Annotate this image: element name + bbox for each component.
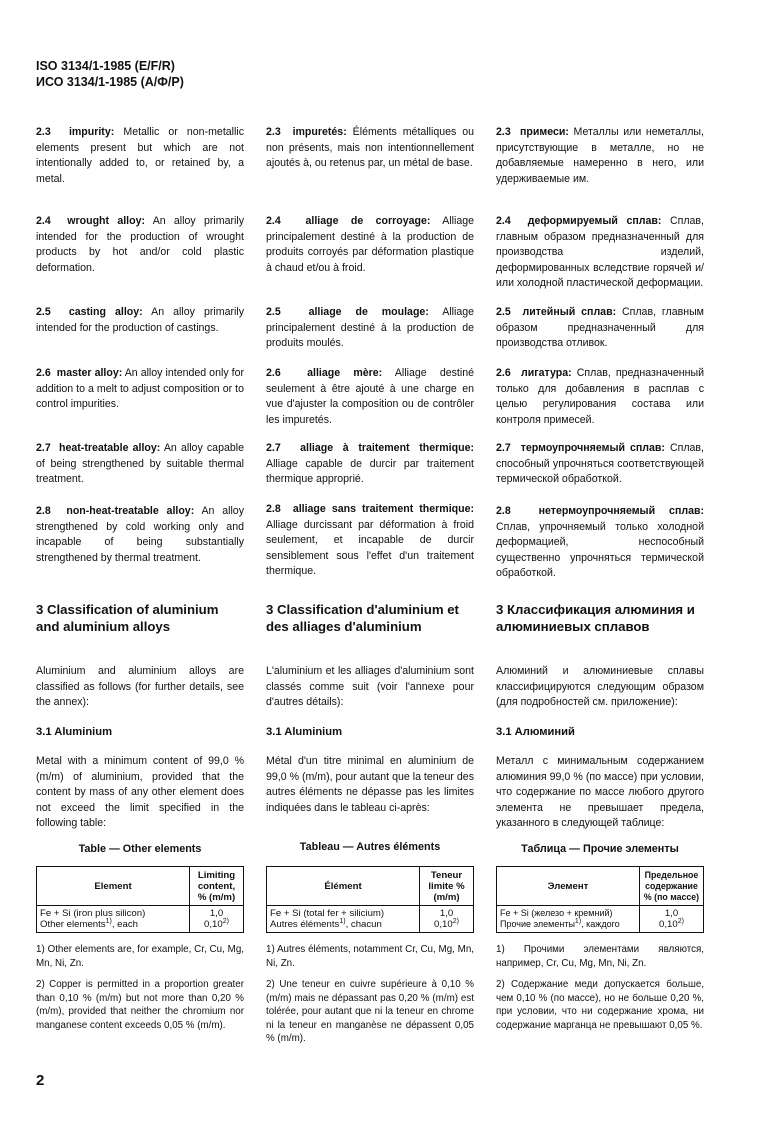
definition-term: alliage de moulage: xyxy=(308,306,429,318)
table-header-row xyxy=(37,867,244,906)
definition-text: An alloy capable of being strengthened by suitable thermal treatment. xyxy=(36,442,244,485)
subsection-3-1-body: Металл с минимальным содержанием алюминия 99,0 % (по массе) при условии, что содержание по массе любого другого элемента не превышает предела, указанного в следующей таблице: xyxy=(496,755,704,829)
table-header-limit: Предельное содержание % (по массе) xyxy=(640,867,704,906)
row-other-elements-label xyxy=(40,919,186,930)
definition-number: 2.6 xyxy=(36,367,51,379)
section-3-title: 3 Classification d'aluminium et des alliages d'aluminium xyxy=(266,602,459,634)
other-elements-text: Прочие элементы xyxy=(500,919,575,929)
section-3-title: 3 Классификация алюминия и алюминиевых сплавов xyxy=(496,602,695,634)
definition-term: wrought alloy: xyxy=(67,215,145,227)
footnote-1-text: 1) Other elements are, for example, Cr, Cu, Mg, Mn, Ni, Zn. xyxy=(36,944,244,969)
definition-2-6 xyxy=(496,366,704,428)
row-fe-si-label: Fe + Si (total fer + silicium) xyxy=(270,908,385,919)
definition-2-4 xyxy=(496,214,704,292)
definition-text: Alliage destiné seulement à être ajouté à une charge en vue d'ajuster la composition ou de contrôler les impuretés. xyxy=(266,367,474,426)
subsection-3-1-text xyxy=(36,754,244,832)
subsection-3-1-text xyxy=(496,754,704,832)
definition-2-3 xyxy=(36,125,244,187)
definition-2-7 xyxy=(36,441,244,488)
definition-2-8 xyxy=(496,504,704,582)
table-header-element: Element xyxy=(37,867,190,906)
footnote-2 xyxy=(266,978,474,1046)
definition-2-5 xyxy=(266,305,474,352)
table-header-element: Элемент xyxy=(497,867,640,906)
other-limit xyxy=(643,919,700,930)
table-row xyxy=(37,906,244,933)
definition-text: Metallic or non-metallic elements present but which are not intentionally added to, or retained by, a metal. xyxy=(36,126,245,185)
table-header-limit: Limiting content, % (m/m) xyxy=(190,867,244,906)
definition-text: Сплав, предназначенный только для добавления в расплав с целью регулирования состава или контроля примесей. xyxy=(496,367,704,426)
table-cell-limit xyxy=(640,906,704,933)
definition-number: 2.8 xyxy=(496,505,511,517)
definition-term: лигатура: xyxy=(520,367,572,379)
definition-number: 2.7 xyxy=(266,442,281,454)
definition-term: alliage sans traitement thermique: xyxy=(292,503,474,515)
definition-term: non-heat-treatable alloy: xyxy=(66,505,195,517)
other-limit-value: 0,10 xyxy=(659,919,678,930)
definition-term: alliage à traitement thermique: xyxy=(300,442,474,454)
definition-term: alliage de corroyage: xyxy=(305,215,431,227)
footnote-2 xyxy=(36,978,244,1032)
definition-2-4 xyxy=(266,214,474,276)
definition-number: 2.3 xyxy=(496,126,511,138)
other-elements-tail: , each xyxy=(111,919,138,930)
definition-term: master alloy: xyxy=(56,367,123,379)
row-fe-si-label: Fe + Si (железо + кремний) xyxy=(500,908,613,918)
section-3-title: 3 Classification of aluminium and aluminium alloys xyxy=(36,602,219,634)
footnote-mark: 1) xyxy=(339,917,346,925)
table-caption: Таблица — Прочие элементы xyxy=(521,843,679,855)
table-caption: Tableau — Autres éléments xyxy=(299,841,441,853)
definition-2-3 xyxy=(496,125,704,187)
subsection-3-1-title: 3.1 Aluminium xyxy=(266,726,343,738)
other-elements-text: Autres éléments xyxy=(270,919,340,930)
definition-number: 2.4 xyxy=(496,215,511,227)
section-3-intro xyxy=(36,664,244,711)
definition-2-7 xyxy=(266,441,474,488)
footnote-2 xyxy=(496,978,704,1032)
definition-number: 2.6 xyxy=(496,367,511,379)
section-3-intro xyxy=(266,664,474,711)
document-header xyxy=(36,58,184,90)
row-other-elements-label xyxy=(500,919,636,930)
table-row xyxy=(497,906,704,933)
definition-text: Alliage durcissant par déformation à froid seulement, et incapable de durcir sensiblement sous l'effet d'un traitement thermique. xyxy=(266,518,474,577)
table-header-limit: Teneur limite % (m/m) xyxy=(420,867,474,906)
definition-term: нетермоупрочняемый сплав: xyxy=(538,505,704,517)
definition-number: 2.5 xyxy=(266,306,281,318)
subsection-3-1-body: Métal d'un titre minimal en aluminium de 99,0 % (m/m), pour autant que la teneur des autres éléments ne dépasse pas les limites indiquées dans le tableau ci-après: xyxy=(266,755,474,814)
definition-number: 2.8 xyxy=(36,505,51,517)
section-3-text: Aluminium and aluminium alloys are classified as follows (for further details, see the annex): xyxy=(36,665,244,708)
definition-term: примеси: xyxy=(519,126,569,138)
page-number: 2 xyxy=(36,1072,45,1089)
footnote-mark: 1) xyxy=(105,917,112,925)
header-standard-number-ru: ИСО 3134/1-1985 (А/Ф/Р) xyxy=(36,75,184,89)
footnote-mark: 2) xyxy=(677,917,684,925)
footnote-mark: 1) xyxy=(574,918,582,925)
table-header-row xyxy=(267,867,474,906)
definition-text: An alloy strengthened by cold working only and incapable of being substantially strengthened by thermal treatment. xyxy=(36,505,244,564)
table-cell-element xyxy=(267,906,420,933)
row-fe-si-label: Fe + Si (iron plus silicon) xyxy=(40,908,146,919)
footnote-mark: 2) xyxy=(222,917,229,925)
definition-term: термоупрочняемый сплав: xyxy=(520,442,665,454)
other-elements-text: Other elements xyxy=(40,919,106,930)
other-limit xyxy=(423,919,470,930)
definition-number: 2.3 xyxy=(266,126,281,138)
table-header-element: Élément xyxy=(267,867,420,906)
definition-2-8 xyxy=(266,502,474,580)
definition-2-5 xyxy=(496,305,704,352)
other-elements-table xyxy=(266,866,474,933)
other-elements-tail: , каждого xyxy=(581,919,620,929)
definition-2-6 xyxy=(266,366,474,428)
subsection-3-1-body: Metal with a minimum content of 99,0 % (m/m) of aluminium, provided that the content by mass of any other element does not exceed the limit specified in the following table: xyxy=(36,755,244,829)
definition-text: Éléments métalliques ou non présents, mais non intentionnellement ajoutés à, ou retenus par, un métal de base. xyxy=(266,126,475,169)
definition-number: 2.5 xyxy=(496,306,511,318)
definition-number: 2.7 xyxy=(496,442,511,454)
footnote-1-text: 1) Прочими элементами являются, например, Cr, Cu, Mg, Mn, Ni, Zn. xyxy=(496,944,704,969)
other-limit xyxy=(193,919,240,930)
definition-text: Alliage principalement destiné à la production de produits corroyés par déformation plastique à chaud et/ou à froid. xyxy=(266,215,475,274)
footnote-1 xyxy=(266,943,474,970)
definition-text: An alloy primarily intended for the production of castings. xyxy=(36,306,244,334)
table-caption: Table — Other elements xyxy=(78,843,202,855)
table-cell-element xyxy=(497,906,640,933)
definition-term: литейный сплав: xyxy=(522,306,617,318)
definition-term: деформируемый сплав: xyxy=(527,215,662,227)
definition-text: An alloy primarily intended for the production of wrought products by hot and/or cold plastic deformation. xyxy=(36,215,244,274)
definition-number: 2.4 xyxy=(266,215,281,227)
definition-text: An alloy intended only for addition to a melt to adjust composition or to control impurities. xyxy=(36,367,245,410)
definition-text: Сплав, главным образом предназначенный для производства изделий, деформированных вследствие горячей и/или холодной пластической деформации. xyxy=(496,215,704,289)
footnote-mark: 2) xyxy=(452,917,459,925)
fe-si-limit-value: 1,0 xyxy=(209,908,224,919)
definition-2-5 xyxy=(36,305,244,336)
definition-text: Металлы или неметаллы, присутствующие в металле, но не добавляемые намеренно в него, или удерживаемые им. xyxy=(496,126,704,185)
footnote-1 xyxy=(36,943,244,970)
definition-number: 2.4 xyxy=(36,215,51,227)
section-3-intro xyxy=(496,664,704,711)
definition-text: Сплав, упрочняемый только холодной деформацией, неспособный существенно упрочняться термической обработкой. xyxy=(496,520,704,579)
definition-text: Alliage principalement destiné à la production de produits moulés. xyxy=(266,306,474,349)
definition-number: 2.8 xyxy=(266,503,281,515)
definition-term: casting alloy: xyxy=(68,306,143,318)
definition-2-8 xyxy=(36,504,244,566)
footnote-1 xyxy=(496,943,704,970)
other-limit-value: 0,10 xyxy=(434,919,453,930)
section-3-text: Алюминий и алюминиевые сплавы классифицируются следующим образом (для подробностей см. приложение): xyxy=(496,665,704,708)
definition-2-3 xyxy=(266,125,474,172)
subsection-3-1-title: 3.1 Aluminium xyxy=(36,726,113,738)
other-elements-table xyxy=(496,866,704,933)
definition-term: impurity: xyxy=(68,126,115,138)
footnote-2-text: 2) Une teneur en cuivre supérieure à 0,10 % (m/m) mais ne dépassant pas 0,20 % (m/m) est tolérée, pour autant que ni la teneur en chrome ni la teneur en manganèse ne dépassent 0,05 % (m/m). xyxy=(266,979,474,1044)
row-other-elements-label xyxy=(270,919,416,930)
subsection-3-1-title: 3.1 Алюминий xyxy=(496,726,575,738)
footnote-2-text: 2) Содержание меди допускается больше, чем 0,10 % (по массе), но не больше 0,20 %, при условии, что ни содержание хрома, ни содержание марганца не превышают 0,05 %. xyxy=(496,979,704,1031)
footnote-2-text: 2) Copper is permitted in a proportion greater than 0,10 % (m/m) but not more than 0,20 % (m/m), provided that neither the chromium nor manganese content exceeds 0,05 % (m/m). xyxy=(36,979,244,1031)
footnote-1-text: 1) Autres éléments, notamment Cr, Cu, Mg, Mn, Ni, Zn. xyxy=(266,944,474,969)
other-elements-table xyxy=(36,866,244,933)
definition-number: 2.6 xyxy=(266,367,281,379)
definition-term: impuretés: xyxy=(292,126,347,138)
definition-number: 2.7 xyxy=(36,442,51,454)
fe-si-limit-value: 1,0 xyxy=(664,908,679,919)
section-3-text: L'aluminium et les alliages d'aluminium sont classés comme suit (voir l'annexe pour d'autres détails): xyxy=(266,665,474,708)
definition-number: 2.3 xyxy=(36,126,51,138)
table-row xyxy=(267,906,474,933)
other-limit-value: 0,10 xyxy=(204,919,223,930)
definition-text: Сплав, главным образом предназначенный для производства отливок. xyxy=(496,306,704,349)
header-standard-number: ISO 3134/1-1985 (E/F/R) xyxy=(36,59,175,73)
table-cell-element xyxy=(37,906,190,933)
subsection-3-1-text xyxy=(266,754,474,816)
definition-text: Alliage capable de durcir par traitement thermique approprié. xyxy=(266,457,474,485)
definition-2-6 xyxy=(36,366,244,413)
definition-text: Сплав, способный упрочняться соответствующей термической обработкой. xyxy=(496,442,704,485)
other-elements-tail: , chacun xyxy=(345,919,382,930)
definition-2-4 xyxy=(36,214,244,276)
fe-si-limit-value: 1,0 xyxy=(439,908,454,919)
table-cell-limit xyxy=(190,906,244,933)
definition-term: alliage mère: xyxy=(307,367,383,379)
definition-number: 2.5 xyxy=(36,306,51,318)
table-cell-limit xyxy=(420,906,474,933)
definition-term: heat-treatable alloy: xyxy=(59,442,161,454)
definition-2-7 xyxy=(496,441,704,488)
table-header-row xyxy=(497,867,704,906)
